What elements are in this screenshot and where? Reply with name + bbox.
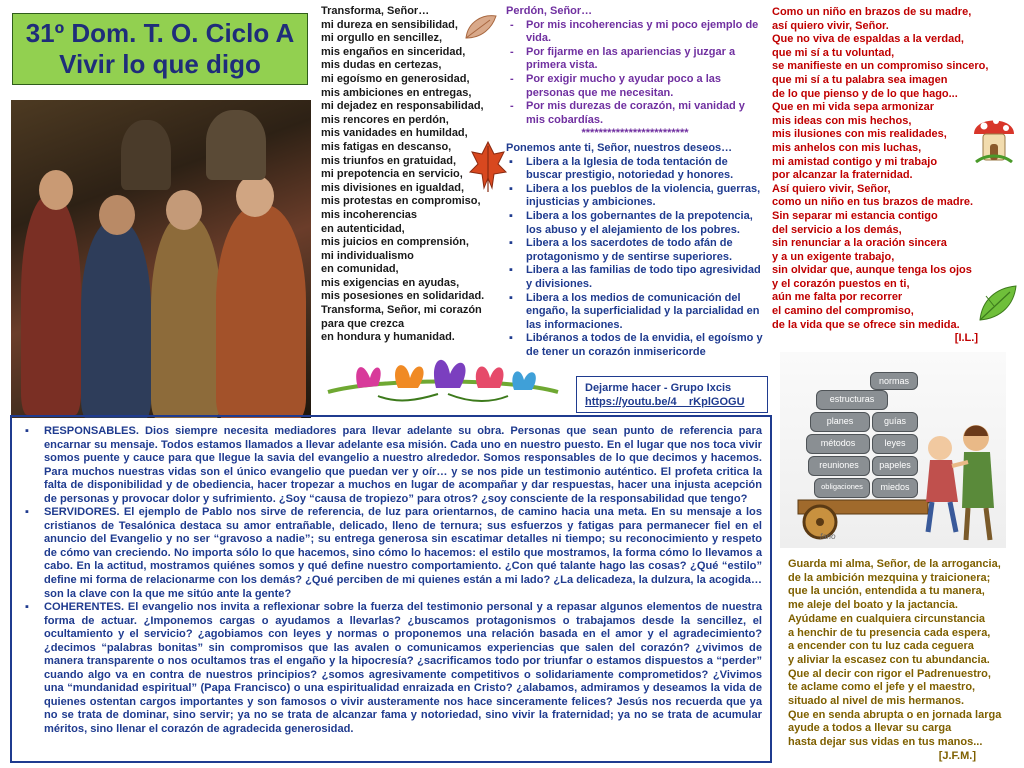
stone-label: guías — [872, 412, 918, 432]
leaf-icon — [462, 12, 498, 42]
poem-line: Que en mi vida sepa armonizar — [772, 101, 935, 114]
stone-label: leyes — [872, 434, 918, 454]
poem-line: Sin separar mi estancia contigo — [772, 209, 938, 222]
poem-line: situado al nivel de mis hermanos. — [788, 695, 965, 708]
page-subtitle: Vivir lo que digo — [59, 49, 261, 79]
green-leaf-icon — [976, 282, 1018, 324]
poem-line: en hondura y humanidad. — [321, 331, 455, 344]
painting-face — [236, 175, 274, 217]
list-item: - Por mis incoherencias y mi poco ejemplo de vida. — [506, 19, 764, 46]
list-item: ▪ Libera a la Iglesia de toda tentación de buscar prestigio, notoriedad y honores. — [506, 156, 764, 183]
list-item: ▪ Libera a los medios de comunicación del engaño, la superficialidad y la parcialidad en las informaciones. — [506, 292, 764, 333]
poem-line: mi dejadez en responsabilidad, — [321, 100, 484, 113]
poem-line: mis dudas en certezas, — [321, 59, 442, 72]
stone-label: normas — [870, 372, 918, 390]
poem-line: aún me falta por recorrer — [772, 291, 903, 304]
poem-line: mi prepotencia en servicio, — [321, 168, 463, 181]
poem-line: mis divisiones en igualdad, — [321, 181, 465, 194]
poem-line: mis protestas en compromiso, — [321, 195, 481, 208]
poem-line: mi amistad contigo y mi trabajo — [772, 155, 938, 168]
perdon-list — [506, 19, 764, 128]
poem-line: en autenticidad, — [321, 222, 405, 235]
poem-line: que mi sí a tu voluntad, — [772, 46, 895, 59]
poem-line: Como un niño en brazos de su madre, — [772, 6, 972, 18]
list-item: ▪ Libera a las familias de todo tipo agresividad y divisiones. — [506, 264, 764, 291]
list-item: - Por fijarme en las apariencias y juzgar a primera vista. — [506, 46, 764, 73]
mushroom-house-icon — [972, 108, 1016, 164]
poem-line: sin renunciar a la oración sincera — [772, 237, 947, 250]
nino-poem — [772, 6, 989, 346]
poem-line: Ayúdame en cualquiera circunstancia — [788, 612, 986, 625]
painting-figure — [81, 220, 151, 418]
stone-label: reuniones — [808, 456, 870, 476]
poem-line: te aclame como el jefe y el maestro, — [788, 681, 976, 694]
stone-label: obligaciones — [814, 478, 870, 498]
list-item: - Por exigir mucho y ayudar poco a las personas que me necesitan. — [506, 73, 764, 100]
poem-line: para que crezca — [321, 317, 405, 330]
stone-label: métodos — [806, 434, 870, 454]
poem-line: mis ilusiones con mis realidades, — [772, 128, 947, 141]
poem-signature: [I.L.] — [954, 332, 978, 345]
stone-label: miedos — [872, 478, 918, 498]
reflection-paragraph: ▪ RESPONSABLES. Dios siempre necesita mediadores para llevar adelante su obra. Personas que sean punto de referencia para encarnar su mensaje. Todos estamos llamados a llevar adelante esa misión. Cada uno en nuestro puesto. En el lugar que nos toca vivir somos puente y cauce para que llegue la savia del evangelio a nuestro alrededor. Somos responsables de lo que decimos y hacemos. Para muchos nuestras vidas son el único evangelio que puedan ver y oír… y se nos pide un testimonio auténtico. El profeta critica la falta de disponibilidad y de obediencia, hacer tropezar a muchos en lugar de acompañar y dar respuestas, hacer una injusta acepción de personas y provocar dolor y sufrimiento. ¿Soy “causa de tropiezo” para otros? ¿soy consciente de la responsabilidad que tengo? — [22, 425, 762, 506]
painting-face — [166, 190, 202, 230]
poem-line: de la vida que se ofrece sin medida. — [772, 318, 960, 331]
poem-line: ayude a todos a llevar su carga — [788, 722, 952, 735]
ponemos-list — [506, 156, 764, 360]
painting-face — [39, 170, 73, 210]
poem-line: por alcanzar la fraternidad. — [772, 169, 913, 182]
poem-line: de lo que pienso y de lo que hago... — [772, 87, 958, 100]
poem-line: mis incoherencias — [321, 208, 417, 221]
poem-line: a henchir de tu presencia cada espera, — [788, 626, 991, 639]
poem-line: Que al decir con rigor el Padrenuestro, — [788, 667, 991, 680]
cartoon-image — [780, 352, 1006, 548]
poem-line: que mi sí a tu palabra sea imagen — [772, 73, 948, 86]
video-box — [576, 376, 768, 413]
painting-figure — [216, 205, 306, 418]
poem-line: así quiero vivir, Señor. — [772, 19, 889, 32]
reflection-paragraph: ▪ SERVIDORES. El ejemplo de Pablo nos sirve de referencia, de luz para orientarnos, de camino hacia una meta. En su mensaje a los cristianos de Tesalónica destaca su amor entrañable, delicado, lleno de ternura; sus esfuerzos y fatigas para permanecer fiel en el anuncio del Evangelio y no ser “gravoso a nadie”; su entrega generosa sin escatimar detalles ni tiempo; su reconocimiento y respeto de cómo van creciendo. No importa sólo lo que hacemos, sino cómo lo hacemos: el estilo que mostramos, la forma cómo lo llevamos a cabo. En la actitud, mostramos quiénes somos y qué define nuestro comportamiento. ¿Con qué talante hago las cosas? ¿Qué “estilo” define mi forma de relacionarme con los demás? ¿Qué perciben de mi quienes están a mi lado? ¿La delicadeza, la dulzura, la acogida… son la clave con la que me sitúo ante la gente? — [22, 506, 762, 601]
poem-line: hasta dejar sus vidas en tus manos... — [788, 736, 983, 749]
painting-figure — [206, 110, 266, 180]
list-item: ▪ Libera a los sacerdotes de todo afán de protagonismo y de sentirse superiores. — [506, 237, 764, 264]
poem-line: Guarda mi alma, Señor, de la arrogancia, — [788, 558, 1001, 570]
poem-line: el camino del compromiso, — [772, 305, 914, 318]
poem-line: en comunidad, — [321, 263, 399, 276]
stone-label: planes — [810, 412, 870, 432]
poem-line: Que en senda abrupta o en jornada larga — [788, 708, 1002, 721]
poem-line: de la ambición mezquina y traicionera; — [788, 571, 991, 584]
poem-line: y aliviar la escasez con tu abundancia. — [788, 653, 990, 666]
poem-line: mis juicios en comprensión, — [321, 236, 469, 249]
poem-line: mi egoísmo en generosidad, — [321, 72, 470, 85]
ponemos-section — [506, 142, 764, 360]
poem-line: mis posesiones en solidaridad. — [321, 290, 485, 303]
poem-line: mis ideas con mis hechos, — [772, 114, 912, 127]
poem-line: mi dureza en sensibilidad, — [321, 18, 458, 31]
poem-line: a encender con tu luz cada ceguera — [788, 640, 974, 653]
title-box — [12, 13, 308, 85]
poem-line: Así quiero vivir, Señor, — [772, 182, 891, 195]
guarda-poem — [788, 558, 1010, 764]
poem-line: mis vanidades en humildad, — [321, 127, 468, 140]
autumn-leaf-icon — [468, 140, 508, 194]
cart-and-people-illustration — [780, 352, 1006, 548]
cartoon-signature: fano — [820, 532, 836, 541]
painting-figure — [121, 120, 171, 190]
poem-line: mis anhelos con mis luchas, — [772, 141, 922, 154]
reflection-box — [10, 415, 772, 763]
perdon-heading: Perdón, Señor… — [506, 5, 593, 17]
painting-face — [99, 195, 135, 235]
poem-line: Que no viva de espaldas a la verdad, — [772, 33, 964, 46]
poem-line: mi individualismo — [321, 249, 414, 262]
poem-line: sin olvidar que, aunque tenga los ojos — [772, 264, 972, 277]
list-item: ▪ Libera a los gobernantes de la prepotencia, los abuso y el alejamiento de los pobres. — [506, 210, 764, 237]
poem-line: mi orgullo en sencillez, — [321, 32, 443, 45]
poem-line: se manifieste en un compromiso sincero, — [772, 60, 989, 73]
poem-line: mis ambiciones en entregas, — [321, 86, 472, 99]
painting-figure — [151, 215, 221, 418]
poem-line: mis exigencias en ayudas, — [321, 276, 460, 289]
video-label: Dejarme hacer - Grupo Ixcis — [585, 382, 732, 394]
list-item: ▪ Libéranos a todos de la envidia, el egoísmo y de tener un corazón inmisericorde — [506, 332, 764, 359]
poem-line: del servicio a los demás, — [772, 223, 902, 236]
poem-signature: [J.F.M.] — [938, 749, 976, 762]
painting-figure — [21, 195, 81, 415]
religious-painting — [11, 100, 311, 418]
poem-line: mis triunfos en gratuidad, — [321, 154, 457, 167]
poem-line: Transforma, Señor, mi corazón — [321, 304, 482, 317]
poem-line: mis engaños en sinceridad, — [321, 45, 466, 58]
perdon-section — [506, 5, 764, 141]
list-item: - Por mis durezas de corazón, mi vanidad y mis cobardías. — [506, 100, 764, 127]
poem-line: que la unción, entendida a tu manera, — [788, 585, 985, 598]
list-item: ▪ Libera a los pueblos de la violencia, guerras, injusticias y ambiciones. — [506, 183, 764, 210]
ponemos-heading: Ponemos ante ti, Señor, nuestros deseos… — [506, 142, 733, 154]
poem-line: y a un exigente trabajo, — [772, 250, 895, 263]
poem-line: y el corazón puestos en ti, — [772, 277, 910, 290]
poem-line: Transforma, Señor… — [321, 5, 430, 17]
poem-line: me aleje del boato y la jactancia. — [788, 599, 958, 612]
stone-label: estructuras — [816, 390, 888, 410]
reflection-paragraph: ▪ COHERENTES. El evangelio nos invita a reflexionar sobre la fuerza del testimonio personal y a repasar algunos elementos de nuestra forma de actuar. ¿Imponemos cargas o ayudamos a llevarlas? ¿buscamos protagonismos o trabajamos desde la sencillez, el ocultamiento y el servicio? ¿agobiamos con leyes y normas o proponemos una relación basada en el amor y el agradecimiento? ¿decimos “palabras bonitas” sin compromisos que las avalen o comunicamos experiencias que salen del corazón? ¿vivimos de manera transparente o nos ocultamos tras el engaño y la hipocresía? ¿sacrificamos todo por triunfar o estamos dispuestos a “perder” cuando algo va en contra de nuestros principios? ¿somos agresivamente competitivos o solidariamente comprometidos? ¿Vivimos una “mundanidad espiritual” (Papa Francisco) o una espiritualidad enraizada en Cristo? ¿alabamos, admiramos y deseamos la vida de quienes ostentan cargos importantes y son famosos o vivir austeramente nos hace sinceramente felices? Jesús nos recuerda que ya no se trata de dominar, sino servir; ya no se trata de alcanzar fama y notoriedad, sino vivir la fraternidad; ya no se trata de acumular méritos, sino llenar el corazón de agradecida generosidad. — [22, 601, 762, 736]
poem-line: mis rencores en perdón, — [321, 113, 449, 126]
flower-ornament-icon — [318, 348, 568, 410]
video-link[interactable]: https://youtu.be/4__rKplGOGU — [585, 396, 745, 408]
poem-line: mis fatigas en descanso, — [321, 140, 452, 153]
page-title: 31º Dom. T. O. Ciclo A — [25, 18, 295, 48]
separator: ************************* — [581, 127, 689, 140]
poem-line: como un niño en tus brazos de madre. — [772, 196, 974, 209]
stone-label: papeles — [872, 456, 918, 476]
